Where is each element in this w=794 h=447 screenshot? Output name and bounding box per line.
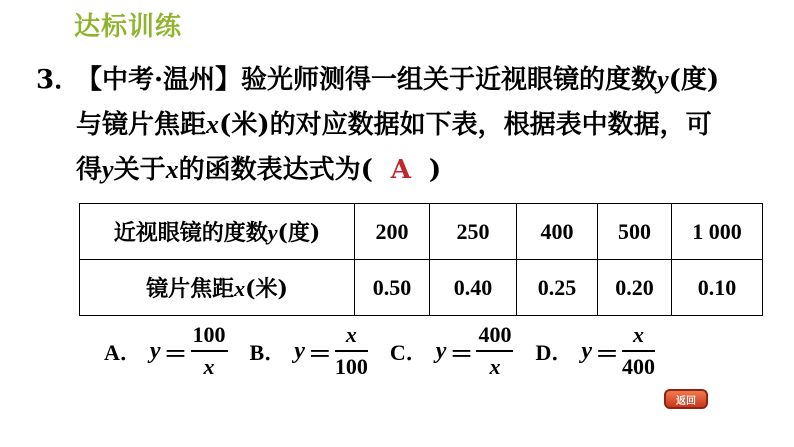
var-y: y <box>657 65 669 94</box>
table-row <box>80 260 763 316</box>
table-cell: 0.25 <box>517 260 598 316</box>
table-cell: 0.20 <box>598 260 672 316</box>
table-cell: 0.50 <box>355 260 430 316</box>
close-paren: ) <box>428 155 442 185</box>
row-label-focal-length: 镜片焦距x(米) <box>80 260 355 316</box>
question-line-1 <box>36 63 719 97</box>
var-x: x <box>165 155 179 184</box>
table-cell: 500 <box>598 204 672 260</box>
var-y: y <box>102 155 114 184</box>
unit-y: (度) <box>668 65 720 95</box>
question-text-3c: 的函数表达式为( <box>178 155 373 185</box>
question-text-2a: 与镜片焦距 <box>76 110 207 140</box>
table-cell: 0.10 <box>672 260 763 316</box>
question-line-2 <box>76 108 712 142</box>
var-x: x <box>206 110 220 139</box>
table-cell: 0.40 <box>430 260 517 316</box>
option-c[interactable]: C． y ＝ $\frac{400}{x}$ <box>389 322 512 379</box>
table-cell: 1 000 <box>672 204 763 260</box>
return-button[interactable]: 返回 <box>664 389 708 409</box>
table-row <box>80 204 763 260</box>
table-cell: 200 <box>355 204 430 260</box>
fraction: $\frac{x}{100}$ <box>334 322 368 379</box>
fraction: $\frac{x}{400}$ <box>621 322 655 379</box>
table-cell: 250 <box>430 204 517 260</box>
question-line-3 <box>76 153 441 187</box>
question-text-3a: 得 <box>76 155 103 185</box>
question-number: 3． <box>36 65 81 95</box>
question-text-3b: 关于 <box>113 155 166 185</box>
section-title: 达标训练 <box>74 12 183 42</box>
data-table <box>79 203 763 316</box>
question-text-1: 【中考·温州】验光师测得一组关于近视眼镜的度数 <box>76 65 658 95</box>
option-d[interactable]: D． y ＝ $\frac{x}{400}$ <box>535 322 655 379</box>
fraction: $\frac{400}{x}$ <box>478 322 512 379</box>
answer-options <box>104 322 677 380</box>
answer: A <box>390 155 411 185</box>
table-cell: 400 <box>517 204 598 260</box>
fraction: $\frac{100}{x}$ <box>192 322 226 379</box>
option-a[interactable]: A． y ＝ $\frac{100}{x}$ <box>104 322 226 379</box>
question-text-2b: (米)的对应数据如下表，根据表中数据，可 <box>219 110 712 140</box>
row-label-degree: 近视眼镜的度数y(度) <box>80 204 355 260</box>
option-b[interactable]: B． y ＝ $\frac{x}{100}$ <box>249 322 368 379</box>
